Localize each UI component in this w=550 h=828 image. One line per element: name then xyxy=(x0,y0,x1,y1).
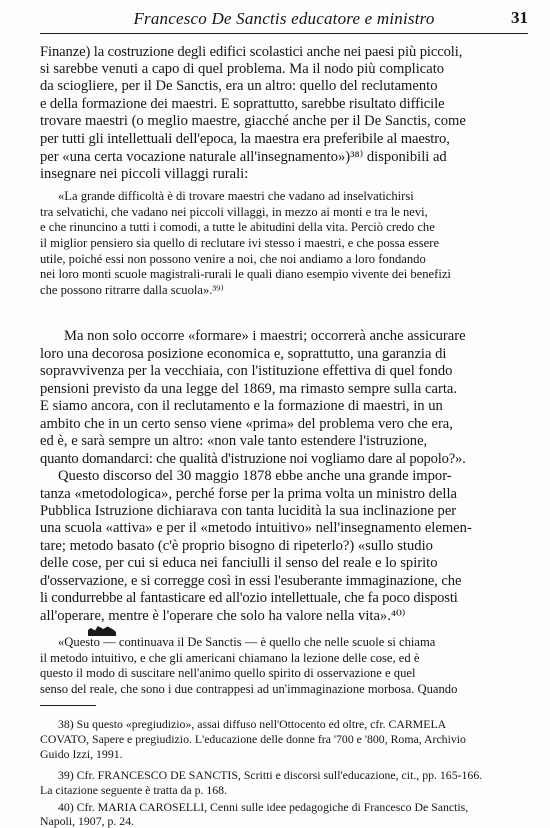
footnote-line: Guido Izzi, 1991. xyxy=(40,747,123,761)
text-line: Ma non solo occorre «formare» i maestri; occorrerà anche assicurare xyxy=(64,328,466,344)
quote-line: e che rinuncino a tutti i comodi, a tutte le abitudini della vita. Perciò credo che xyxy=(40,220,435,234)
text-line: Questo discorso del 30 maggio 1878 ebbe anche una grande impor- xyxy=(58,468,452,484)
text-line: d'osservazione, e si corregge così in essi l'esuberante immaginazione, che xyxy=(40,573,462,589)
quote-line: senso del reale, che sono i due contrappesi ad un'immaginazione morbosa. Quando xyxy=(40,682,458,696)
footnote-rule xyxy=(40,705,96,706)
text-line: loro una decorosa posizione economica e, soprattutto, una garanzia di xyxy=(40,346,447,362)
text-line: una scuola «attiva» e per il «metodo intuitivo» nell'insegnamento elemen- xyxy=(40,520,472,536)
text-line: trovare maestri (o meglio maestre, giacché anche per il De Sanctis, come xyxy=(40,113,466,129)
footnote-line: COVATO, Sapere e pregiudizio. L'educazione delle donne fra '700 e '800, Roma, Archivio xyxy=(40,732,466,746)
running-title: Francesco De Sanctis educatore e ministro xyxy=(133,9,435,28)
footnote-line: Napoli, 1907, p. 24. xyxy=(40,814,135,828)
text-line: sopravvivenza per la vecchiaia, con l'istituzione effettiva di quel fondo xyxy=(40,363,453,379)
quote-line: questo il modo di suscitare nell'animo quello spirito di osservazione e quel xyxy=(40,666,416,680)
quote-line: nei loro monti scuole magistrali-rurali le quali diano esempio vivente dei benefizi xyxy=(40,267,451,281)
text-line: si sarebbe venuti a capo di quel problema. Ma il nodo più complicato xyxy=(40,61,445,77)
page-number: 31 xyxy=(511,8,528,27)
text-line: da sciogliere, per il De Sanctis, era un altro: quello del reclutamento xyxy=(40,78,438,94)
text-line: li condurrebbe al fantasticare ed all'ozio intellettuale, che fa poco disposti xyxy=(40,590,458,606)
text-line: ambito che in un certo senso viene «prima» del problema vero che era, xyxy=(40,416,453,432)
text-line: Pubblica Istruzione dichiarava con tanta lucidità la sua inclinazione per xyxy=(40,503,457,519)
quote-line: il miglior pensiero sia quello di reclutare ivi stesso i maestri, e che possa essere xyxy=(40,236,440,250)
text-line: insegnare nei piccoli villaggi rurali: xyxy=(40,166,249,182)
footnote-line: 39) Cfr. FRANCESCO DE SANCTIS, Scritti e discorsi sull'educazione, cit., pp. 165-166. xyxy=(58,768,483,782)
quote-line: che possono ritrarre dalla scuola».³⁹⁾ xyxy=(40,283,224,297)
text-line: per «una certa vocazione naturale all'insegnamento»)³⁸⁾ disponibili ad xyxy=(40,149,447,165)
text-line: E siamo ancora, con il reclutamento e la formazione di maestri, in un xyxy=(40,398,443,414)
footnote-line: La citazione seguente è tratta da p. 168. xyxy=(40,783,228,797)
text-line: tare; metodo basato (c'è proprio bisogno di ripeterlo?) «sullo studio xyxy=(40,538,433,554)
text-line: tanza «metodologica», perché forse per la prima volta un ministro della xyxy=(40,486,457,502)
text-line: e della formazione dei maestri. E soprattutto, sarebbe risultato difficile xyxy=(40,96,445,112)
quote-line: «Questo — continuava il De Sanctis — è quello che nelle scuole si chiama xyxy=(58,635,436,649)
footnote-line: 38) Su questo «pregiudizio», assai diffuso nell'Ottocento ed oltre, cfr. CARMELA xyxy=(58,717,447,731)
text-line: pensioni previsto da una legge del 1869, ma rimasto sempre sulla carta. xyxy=(40,381,458,397)
footnote-line: 40) Cfr. MARIA CAROSELLI, Cenni sulle idee pedagogiche di Francesco De Sanctis, xyxy=(58,800,469,814)
running-header xyxy=(40,7,528,35)
quote-line: il metodo intuitivo, e che gli americani chiamano la lezione delle cose, ed è xyxy=(40,651,420,665)
text-line: quanto domandarci: che qualità d'istruzione noi vogliamo dare al popolo?». xyxy=(40,451,466,467)
quote-line: utile, poiché essi non possono venire a noi, che noi andiamo a loro fondando xyxy=(40,252,426,266)
quote-line: «La grande difficoltà è di trovare maestri che vadano ad inselvatichirsi xyxy=(58,189,414,203)
quote-line: tra selvatichi, che vadano nei piccoli villaggi, in mezzo ai monti e tra le nevi, xyxy=(40,205,428,219)
text-line: all'operare, mentre è l'operare che solo ha valore nella vita».⁴⁰⁾ xyxy=(40,608,406,624)
text-line: ed è, e sarà sempre un altro: «non vale tanto estendere l'istruzione, xyxy=(40,433,428,449)
header-rule xyxy=(40,33,528,34)
text-line: per tutti gli intellettuali dell'epoca, la maestra era preferibile al maestro, xyxy=(40,131,450,147)
text-line: delle cose, per cui si educa nei fanciulli il senso del reale e lo spirito xyxy=(40,555,438,571)
text-line: Finanze) la costruzione degli edifici scolastici anche nei paesi più piccoli, xyxy=(40,44,463,60)
